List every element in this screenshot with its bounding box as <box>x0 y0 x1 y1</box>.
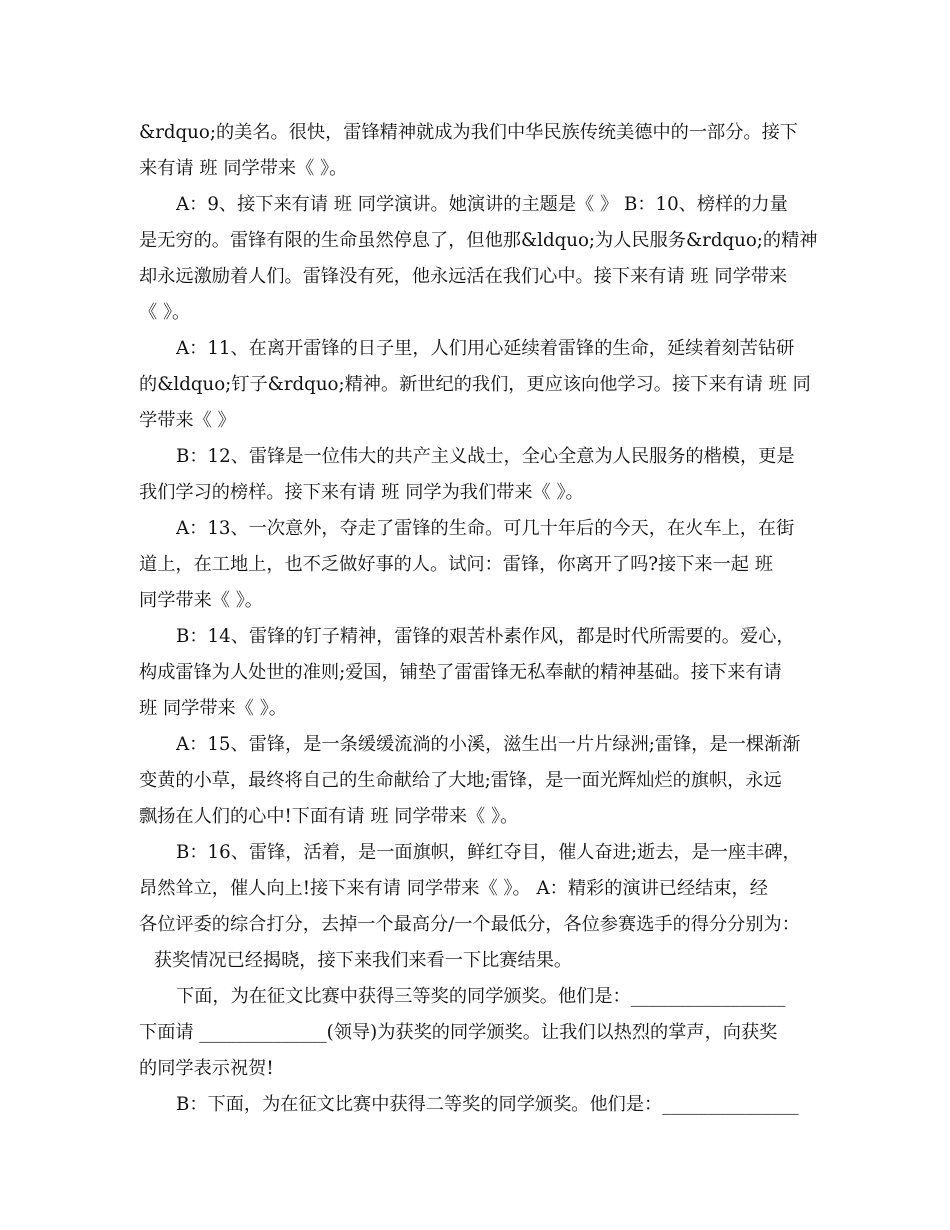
text-line: 的同学表示祝贺! <box>139 1058 274 1079</box>
text-line: 获奖情况已经揭晓，接下来我们来看一下比赛结果。 <box>148 950 573 971</box>
text-line: 是无穷的。雷锋有限的生命虽然停息了，但他那&ldquo;为人民服务&rdquo;的精神 <box>139 230 818 251</box>
text-line: 我们学习的榜样。接下来有请 班 同学为我们带来《 》。 <box>139 482 584 503</box>
text-line: A：13、一次意外，夺走了雷锋的生命。可几十年后的今天，在火车上，在街 <box>176 518 795 539</box>
text-line: 的&ldquo;钉子&rdquo;精神。新世纪的我们，更应该向他学习。接下来有请 班 同 <box>139 374 811 395</box>
text-line: 同学带来《 》。 <box>139 590 263 611</box>
text-line: 飘扬在人们的心中!下面有请 班 同学带来《 》。 <box>139 806 519 827</box>
text-line: 变黄的小草，最终将自己的生命献给了大地;雷锋，是一面光辉灿烂的旗帜，永远 <box>139 770 782 791</box>
text-line: 下面请 ______________(领导)为获奖的同学颁奖。让我们以热烈的掌声，向获奖 <box>139 1022 778 1043</box>
text-line: 道上，在工地上，也不乏做好事的人。试问：雷锋，你离开了吗?接下来一起 班 <box>139 554 773 575</box>
text-line: 下面，为在征文比赛中获得三等奖的同学颁奖。他们是：_________________ <box>176 986 786 1007</box>
text-line: 却永远激励着人们。雷锋没有死，他永远活在我们心中。接下来有请 班 同学带来 <box>139 266 788 287</box>
text-line: B：14、雷锋的钉子精神，雷锋的艰苦朴素作风，都是时代所需要的。爱心， <box>176 626 795 647</box>
text-line: 昂然耸立，催人向上!接下来有请 同学带来《 》。 A：精彩的演讲已经结束，经 <box>139 878 768 899</box>
text-line: 来有请 班 同学带来《 》。 <box>139 158 348 179</box>
text-line: 《 》。 <box>139 302 191 323</box>
text-line: &rdquo;的美名。很快，雷锋精神就成为我们中华民族传统美德中的一部分。接下 <box>139 122 798 143</box>
text-line: A：11、在离开雷锋的日子里，人们用心延续着雷锋的生命，延续着刻苦钻研 <box>176 338 795 359</box>
text-line: B：16、雷锋，活着，是一面旗帜，鲜红夺目，催人奋进;逝去，是一座丰碑， <box>176 842 801 863</box>
text-line: 各位评委的综合打分，去掉一个最高分/一个最低分，各位参赛选手的得分分别为： <box>139 914 800 935</box>
text-line: 构成雷锋为人处世的准则;爱国，铺垫了雷雷锋无私奉献的精神基础。接下来有请 <box>139 662 782 683</box>
text-line: B：下面，为在征文比赛中获得二等奖的同学颁奖。他们是：_______________ <box>176 1094 799 1115</box>
text-line: B：12、雷锋是一位伟大的共产主义战士，全心全意为人民服务的楷模，更是 <box>176 446 795 467</box>
text-line: 学带来《 》 <box>139 410 236 431</box>
text-line: 班 同学带来《 》。 <box>139 698 287 719</box>
text-line: A：15、雷锋，是一条缓缓流淌的小溪，滋生出一片片绿洲;雷锋，是一棵渐渐 <box>176 734 801 755</box>
text-line: A：9、接下来有请 班 同学演讲。她演讲的主题是《 》 B：10、榜样的力量 <box>176 194 788 215</box>
